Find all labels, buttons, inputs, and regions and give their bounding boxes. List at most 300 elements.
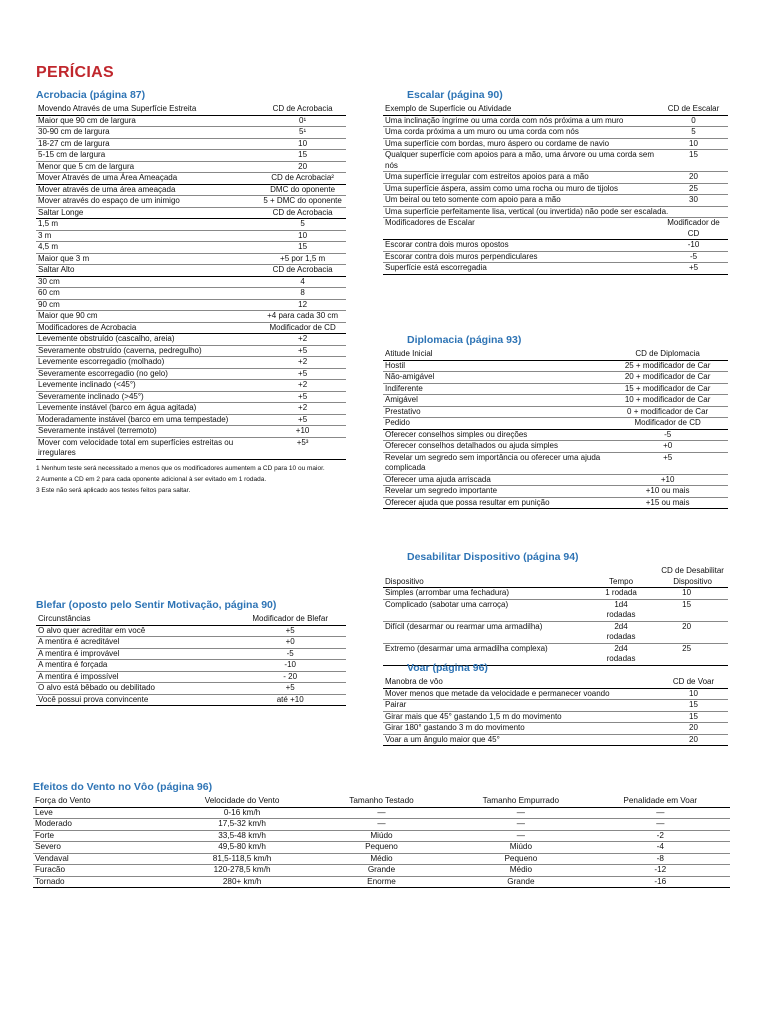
table-cell: 20 — [645, 621, 728, 643]
table-row — [36, 683, 346, 695]
value-cell: -5 — [234, 648, 346, 660]
value-cell: Modificador de CD — [259, 322, 346, 334]
value-cell: 8 — [259, 288, 346, 300]
blefar-title: Blefar (oposto pelo Sentir Motivação, página 90) — [36, 599, 277, 611]
table-row — [383, 621, 728, 643]
label-cell: Pedido — [383, 418, 607, 430]
table-row — [36, 403, 346, 415]
table-row — [36, 426, 346, 438]
table-cell: 1d4 rodadas — [597, 599, 645, 621]
value-cell: 4 — [259, 276, 346, 288]
table-row — [36, 637, 346, 649]
label-cell: Voar a um ângulo maior que 45° — [383, 734, 659, 746]
table-row — [36, 150, 346, 162]
value-cell: 0 + modificador de Car — [607, 406, 728, 418]
label-cell: Movendo Através de uma Superfície Estreita — [36, 104, 259, 115]
value-cell: +10 ou mais — [607, 486, 728, 498]
table-row — [36, 196, 346, 208]
table-cell: -8 — [591, 853, 730, 865]
value-cell: +5 — [259, 414, 346, 426]
value-cell: CD de Diplomacia — [607, 349, 728, 360]
table-row — [36, 380, 346, 392]
value-cell: 10 — [259, 230, 346, 242]
label-cell: 90 cm — [36, 299, 259, 311]
value-cell: CD de Acrobacia — [259, 207, 346, 219]
value-cell: -5 — [659, 251, 728, 263]
label-cell: Atitude Inicial — [383, 349, 607, 360]
value-cell: 0 — [659, 115, 728, 127]
value-cell: +2 — [259, 357, 346, 369]
table-row — [36, 437, 346, 459]
table-row — [36, 288, 346, 300]
table-cell: 2d4 rodadas — [597, 643, 645, 665]
table-row — [36, 414, 346, 426]
table-cell: — — [312, 819, 451, 831]
label-cell: Pairar — [383, 700, 659, 712]
value-cell: +5 — [259, 345, 346, 357]
value-cell: 25 — [659, 183, 728, 195]
table-row — [36, 161, 346, 173]
desabilitar-section — [383, 551, 728, 666]
table-row — [383, 183, 728, 195]
table-row — [36, 660, 346, 672]
label-cell: Escorar contra dois muros opostos — [383, 240, 659, 252]
vento-header-row — [33, 796, 730, 807]
table-header-row — [383, 104, 728, 115]
table-cell: -2 — [591, 830, 730, 842]
table-row — [36, 299, 346, 311]
header-cell: Velocidade do Vento — [172, 796, 311, 807]
label-cell: Mover menos que metade da velocidade e permanecer voando — [383, 688, 659, 700]
value-cell: 30 — [659, 195, 728, 207]
table-cell: 280+ km/h — [172, 876, 311, 888]
table-row — [36, 368, 346, 380]
table-row — [383, 138, 728, 150]
value-cell: 25 + modificador de Car — [607, 360, 728, 372]
label-cell: Exemplo de Superfície ou Atividade — [383, 104, 659, 115]
blefar-table — [36, 614, 346, 706]
label-cell: Uma inclinação íngrime ou uma corda com nós próxima a um muro — [383, 115, 659, 127]
label-cell: Uma superfície perfeitamente lisa, vertical (ou invertida) não pode ser escalada. — [383, 206, 728, 218]
value-cell: 10 + modificador de Car — [607, 395, 728, 407]
table-cell: Médio — [312, 853, 451, 865]
label-cell: Maior que 3 m — [36, 253, 259, 265]
table-row — [383, 195, 728, 207]
label-cell: Menor que 5 cm de largura — [36, 161, 259, 173]
value-cell: +0 — [234, 637, 346, 649]
label-cell: O alvo está bêbado ou debilitado — [36, 683, 234, 695]
label-cell: Girar mais que 45° gastando 1,5 m do movimento — [383, 711, 659, 723]
value-cell: 5¹ — [259, 127, 346, 139]
label-cell: Um beiral ou teto somente com apoio para a mão — [383, 195, 659, 207]
table-cell: Tornado — [33, 876, 172, 888]
table-row — [383, 486, 728, 498]
table-row — [383, 452, 728, 474]
label-cell: Levemente escorregadio (molhado) — [36, 357, 259, 369]
label-cell: 1,5 m — [36, 219, 259, 231]
label-cell: Levemente instável (barco em água agitada) — [36, 403, 259, 415]
label-cell: A mentira é forçada — [36, 660, 234, 672]
value-cell: +5 — [259, 368, 346, 380]
acrobacia-section — [36, 89, 346, 496]
table-row — [383, 599, 728, 621]
label-cell: Manobra de vôo — [383, 677, 659, 688]
value-cell: +5³ — [259, 437, 346, 459]
value-cell: 20 + modificador de Car — [607, 372, 728, 384]
table-row — [36, 345, 346, 357]
table-cell: — — [591, 807, 730, 819]
table-cell: — — [451, 807, 590, 819]
value-cell: 15 + modificador de Car — [607, 383, 728, 395]
value-cell: +10 — [607, 474, 728, 486]
table-header-row — [36, 173, 346, 185]
table-cell: — — [451, 830, 590, 842]
header-cell: Dispositivo — [383, 566, 597, 588]
table-cell: Vendaval — [33, 853, 172, 865]
table-header-row — [36, 322, 346, 334]
table-row — [383, 406, 728, 418]
label-cell: 30 cm — [36, 276, 259, 288]
label-cell: Mover através do espaço de um inimigo — [36, 196, 259, 208]
value-cell: 20 — [659, 723, 728, 735]
footnote-1: 1 Nenhum teste será necessitado a menos que os modificadores aumentem a CD para 10 ou maior. — [36, 464, 325, 472]
table-cell: Extremo (desarmar uma armadilha complexa) — [383, 643, 597, 665]
label-cell: A mentira é impossível — [36, 671, 234, 683]
table-row — [33, 842, 730, 854]
table-cell: Enorme — [312, 876, 451, 888]
value-cell: +5 — [259, 391, 346, 403]
table-cell: -16 — [591, 876, 730, 888]
table-row — [383, 240, 728, 252]
table-row — [36, 127, 346, 139]
label-cell: Revelar um segredo importante — [383, 486, 607, 498]
value-cell: +5 — [607, 452, 728, 474]
label-cell: Escorar contra dois muros perpendiculares — [383, 251, 659, 263]
table-cell: Moderado — [33, 819, 172, 831]
table-row — [36, 648, 346, 660]
table-row — [36, 357, 346, 369]
table-row — [36, 276, 346, 288]
value-cell: 12 — [259, 299, 346, 311]
blefar-section — [36, 599, 346, 706]
label-cell: Levemente inclinado (<45°) — [36, 380, 259, 392]
table-row — [36, 115, 346, 127]
value-cell: CD de Acrobacia — [259, 104, 346, 115]
header-cell: Penalidade em Voar — [591, 796, 730, 807]
label-cell: 4,5 m — [36, 242, 259, 254]
escalar-section — [383, 89, 728, 275]
label-cell: 30-90 cm de largura — [36, 127, 259, 139]
table-row — [36, 242, 346, 254]
table-header-row — [383, 418, 728, 430]
voar-title: Voar (página 96) — [407, 662, 488, 674]
value-cell: até +10 — [234, 694, 346, 706]
value-cell: Modificador de CD — [607, 418, 728, 430]
acrobacia-title: Acrobacia (página 87) — [36, 89, 146, 101]
label-cell: Oferecer conselhos simples ou direções — [383, 429, 607, 441]
label-cell: Severamente instável (terremoto) — [36, 426, 259, 438]
value-cell: +5 por 1,5 m — [259, 253, 346, 265]
table-row — [383, 360, 728, 372]
table-cell: Complicado (sabotar uma carroça) — [383, 599, 597, 621]
value-cell: +5 — [659, 263, 728, 275]
label-cell: Prestativo — [383, 406, 607, 418]
table-row — [33, 853, 730, 865]
table-row — [33, 876, 730, 888]
label-cell: Uma superfície irregular com estreitos apoios para a mão — [383, 172, 659, 184]
table-row — [383, 711, 728, 723]
value-cell: DMC do oponente — [259, 184, 346, 196]
table-row — [383, 115, 728, 127]
table-row — [383, 734, 728, 746]
table-row — [383, 441, 728, 453]
value-cell: -10 — [659, 240, 728, 252]
table-cell: 2d4 rodadas — [597, 621, 645, 643]
page-title: PERÍCIAS — [36, 64, 114, 81]
label-cell: Oferecer ajuda que possa resultar em punição — [383, 497, 607, 509]
value-cell: 5 — [659, 127, 728, 139]
acrobacia-footnotes — [36, 463, 346, 496]
label-cell: Levemente obstruído (cascalho, areia) — [36, 334, 259, 346]
label-cell: 60 cm — [36, 288, 259, 300]
table-cell: -4 — [591, 842, 730, 854]
value-cell: Modificador de CD — [659, 218, 728, 240]
header-cell: Força do Vento — [33, 796, 172, 807]
table-row — [383, 127, 728, 139]
value-cell: +5 — [234, 625, 346, 637]
value-cell: 20 — [659, 734, 728, 746]
value-cell: 15 — [259, 150, 346, 162]
label-cell: Saltar Alto — [36, 265, 259, 277]
label-cell: Qualquer superfície com apoios para a mão, uma árvore ou uma corda sem nós — [383, 150, 659, 172]
table-cell: Miúdo — [451, 842, 590, 854]
table-cell: Grande — [451, 876, 590, 888]
table-row — [33, 819, 730, 831]
table-cell: Pequeno — [312, 842, 451, 854]
table-row — [33, 865, 730, 877]
footnote-2: 2 Aumente a CD em 2 para cada oponente adicional à ser evitado em 1 rodada. — [36, 475, 267, 483]
table-cell: 15 — [645, 599, 728, 621]
header-cell: Tempo — [597, 566, 645, 588]
value-cell: +15 ou mais — [607, 497, 728, 509]
label-cell: Oferecer uma ajuda arriscada — [383, 474, 607, 486]
footnote-3: 3 Este não será aplicado aos testes feitos para saltar. — [36, 486, 191, 494]
table-row — [36, 311, 346, 323]
label-cell: Severamente escorregadio (no gelo) — [36, 368, 259, 380]
table-row — [36, 334, 346, 346]
label-cell: Uma corda próxima a um muro ou uma corda com nós — [383, 127, 659, 139]
vento-section — [33, 781, 730, 888]
value-cell: +2 — [259, 380, 346, 392]
table-cell: Severo — [33, 842, 172, 854]
escalar-table — [383, 104, 728, 275]
value-cell: +2 — [259, 334, 346, 346]
table-row — [383, 429, 728, 441]
acrobacia-table — [36, 104, 346, 460]
label-cell: Hostil — [383, 360, 607, 372]
label-cell: Mover através de uma área ameaçada — [36, 184, 259, 196]
value-cell: 5 — [259, 219, 346, 231]
escalar-title: Escalar (página 90) — [407, 89, 503, 101]
table-cell: 81,5-118,5 km/h — [172, 853, 311, 865]
table-row — [383, 497, 728, 509]
value-cell: +0 — [607, 441, 728, 453]
table-row — [36, 253, 346, 265]
table-row — [383, 263, 728, 275]
table-row — [383, 588, 728, 600]
header-cell: CD de Desabilitar Dispositivo — [645, 566, 728, 588]
value-cell: 15 — [659, 150, 728, 172]
label-cell: Uma superfície áspera, assim como uma rocha ou muro de tijolos — [383, 183, 659, 195]
label-cell: 18-27 cm de largura — [36, 138, 259, 150]
value-cell: 5 + DMC do oponente — [259, 196, 346, 208]
label-cell: A mentira é improvável — [36, 648, 234, 660]
value-cell: 15 — [259, 242, 346, 254]
vento-table — [33, 796, 730, 888]
table-row — [36, 138, 346, 150]
value-cell: CD de Escalar — [659, 104, 728, 115]
table-row — [36, 671, 346, 683]
label-cell: Saltar Longe — [36, 207, 259, 219]
table-header-row — [36, 207, 346, 219]
table-cell: -12 — [591, 865, 730, 877]
value-cell: 20 — [259, 161, 346, 173]
table-cell: — — [312, 807, 451, 819]
value-cell: - 20 — [234, 671, 346, 683]
label-cell: O alvo quer acreditar em você — [36, 625, 234, 637]
table-cell: Simples (arrombar uma fechadura) — [383, 588, 597, 600]
table-row — [36, 391, 346, 403]
table-row — [383, 206, 728, 218]
value-cell: +2 — [259, 403, 346, 415]
diplomacia-table — [383, 349, 728, 509]
value-cell: 20 — [659, 172, 728, 184]
table-cell: 49,5-80 km/h — [172, 842, 311, 854]
table-cell: 25 — [645, 643, 728, 665]
label-cell: Mover com velocidade total em superfícies estreitas ou irregulares — [36, 437, 259, 459]
table-cell: — — [451, 819, 590, 831]
table-cell: Miúdo — [312, 830, 451, 842]
header-cell: Tamanho Empurrado — [451, 796, 590, 807]
table-cell: Leve — [33, 807, 172, 819]
table-header-row — [383, 677, 728, 688]
value-cell: 10 — [659, 138, 728, 150]
value-cell: 10 — [259, 138, 346, 150]
desabilitar-title: Desabilitar Dispositivo (página 94) — [407, 551, 579, 563]
label-cell: Maior que 90 cm de largura — [36, 115, 259, 127]
table-cell: Grande — [312, 865, 451, 877]
desabilitar-table — [383, 566, 728, 666]
value-cell: +5 — [234, 683, 346, 695]
label-cell: Revelar um segredo sem importância ou oferecer uma ajuda complicada — [383, 452, 607, 474]
table-row — [33, 830, 730, 842]
label-cell: Girar 180° gastando 3 m do movimento — [383, 723, 659, 735]
table-cell: Forte — [33, 830, 172, 842]
table-cell: 1 rodada — [597, 588, 645, 600]
desabilitar-header-row — [383, 566, 728, 588]
value-cell: 10 — [659, 688, 728, 700]
vento-title: Efeitos do Vento no Vôo (página 96) — [33, 781, 213, 793]
label-cell: Modificadores de Escalar — [383, 218, 659, 240]
value-cell: +4 para cada 30 cm — [259, 311, 346, 323]
voar-section — [383, 662, 728, 746]
table-row — [383, 723, 728, 735]
label-cell: Superfície está escorregadia — [383, 263, 659, 275]
table-cell: Difícil (desarmar ou rearmar uma armadilha) — [383, 621, 597, 643]
table-row — [36, 625, 346, 637]
table-cell: 33,5-48 km/h — [172, 830, 311, 842]
table-cell: 0-16 km/h — [172, 807, 311, 819]
table-cell: 10 — [645, 588, 728, 600]
table-header-row — [36, 614, 346, 625]
table-cell: — — [591, 819, 730, 831]
table-cell: Pequeno — [451, 853, 590, 865]
table-row — [383, 688, 728, 700]
table-cell: Médio — [451, 865, 590, 877]
table-header-row — [383, 349, 728, 360]
table-row — [383, 372, 728, 384]
table-row — [36, 230, 346, 242]
table-row — [383, 700, 728, 712]
value-cell: 0¹ — [259, 115, 346, 127]
label-cell: Circunstâncias — [36, 614, 234, 625]
table-cell: 17,5-32 km/h — [172, 819, 311, 831]
table-row — [383, 395, 728, 407]
table-row — [383, 383, 728, 395]
label-cell: Moderadamente instável (barco em uma tempestade) — [36, 414, 259, 426]
label-cell: Amigável — [383, 395, 607, 407]
table-row — [383, 251, 728, 263]
diplomacia-title: Diplomacia (página 93) — [407, 334, 522, 346]
table-row — [33, 807, 730, 819]
table-row — [36, 694, 346, 706]
label-cell: Severamente obstruído (caverna, pedregulho) — [36, 345, 259, 357]
table-header-row — [36, 265, 346, 277]
table-row — [36, 219, 346, 231]
label-cell: Oferecer conselhos detalhados ou ajuda simples — [383, 441, 607, 453]
label-cell: Uma superfície com bordas, muro áspero ou cordame de navio — [383, 138, 659, 150]
label-cell: Você possui prova convincente — [36, 694, 234, 706]
table-header-row — [383, 218, 728, 240]
label-cell: Maior que 90 cm — [36, 311, 259, 323]
voar-table — [383, 677, 728, 746]
value-cell: -10 — [234, 660, 346, 672]
label-cell: Não-amigável — [383, 372, 607, 384]
table-row — [383, 474, 728, 486]
table-row — [383, 172, 728, 184]
diplomacia-section — [383, 334, 728, 509]
table-row — [36, 184, 346, 196]
table-cell: 120-278,5 km/h — [172, 865, 311, 877]
table-cell: Furacão — [33, 865, 172, 877]
table-row — [383, 150, 728, 172]
table-header-row — [36, 104, 346, 115]
label-cell: Mover Através de uma Área Ameaçada — [36, 173, 259, 185]
value-cell: CD de Acrobacia — [259, 265, 346, 277]
value-cell: 15 — [659, 711, 728, 723]
value-cell: -5 — [607, 429, 728, 441]
value-cell: 15 — [659, 700, 728, 712]
label-cell: Indiferente — [383, 383, 607, 395]
value-cell: +10 — [259, 426, 346, 438]
header-cell: Tamanho Testado — [312, 796, 451, 807]
value-cell: CD de Acrobacia² — [259, 173, 346, 185]
value-cell: CD de Voar — [659, 677, 728, 688]
label-cell: 5-15 cm de largura — [36, 150, 259, 162]
label-cell: A mentira é acreditável — [36, 637, 234, 649]
label-cell: Modificadores de Acrobacia — [36, 322, 259, 334]
label-cell: 3 m — [36, 230, 259, 242]
